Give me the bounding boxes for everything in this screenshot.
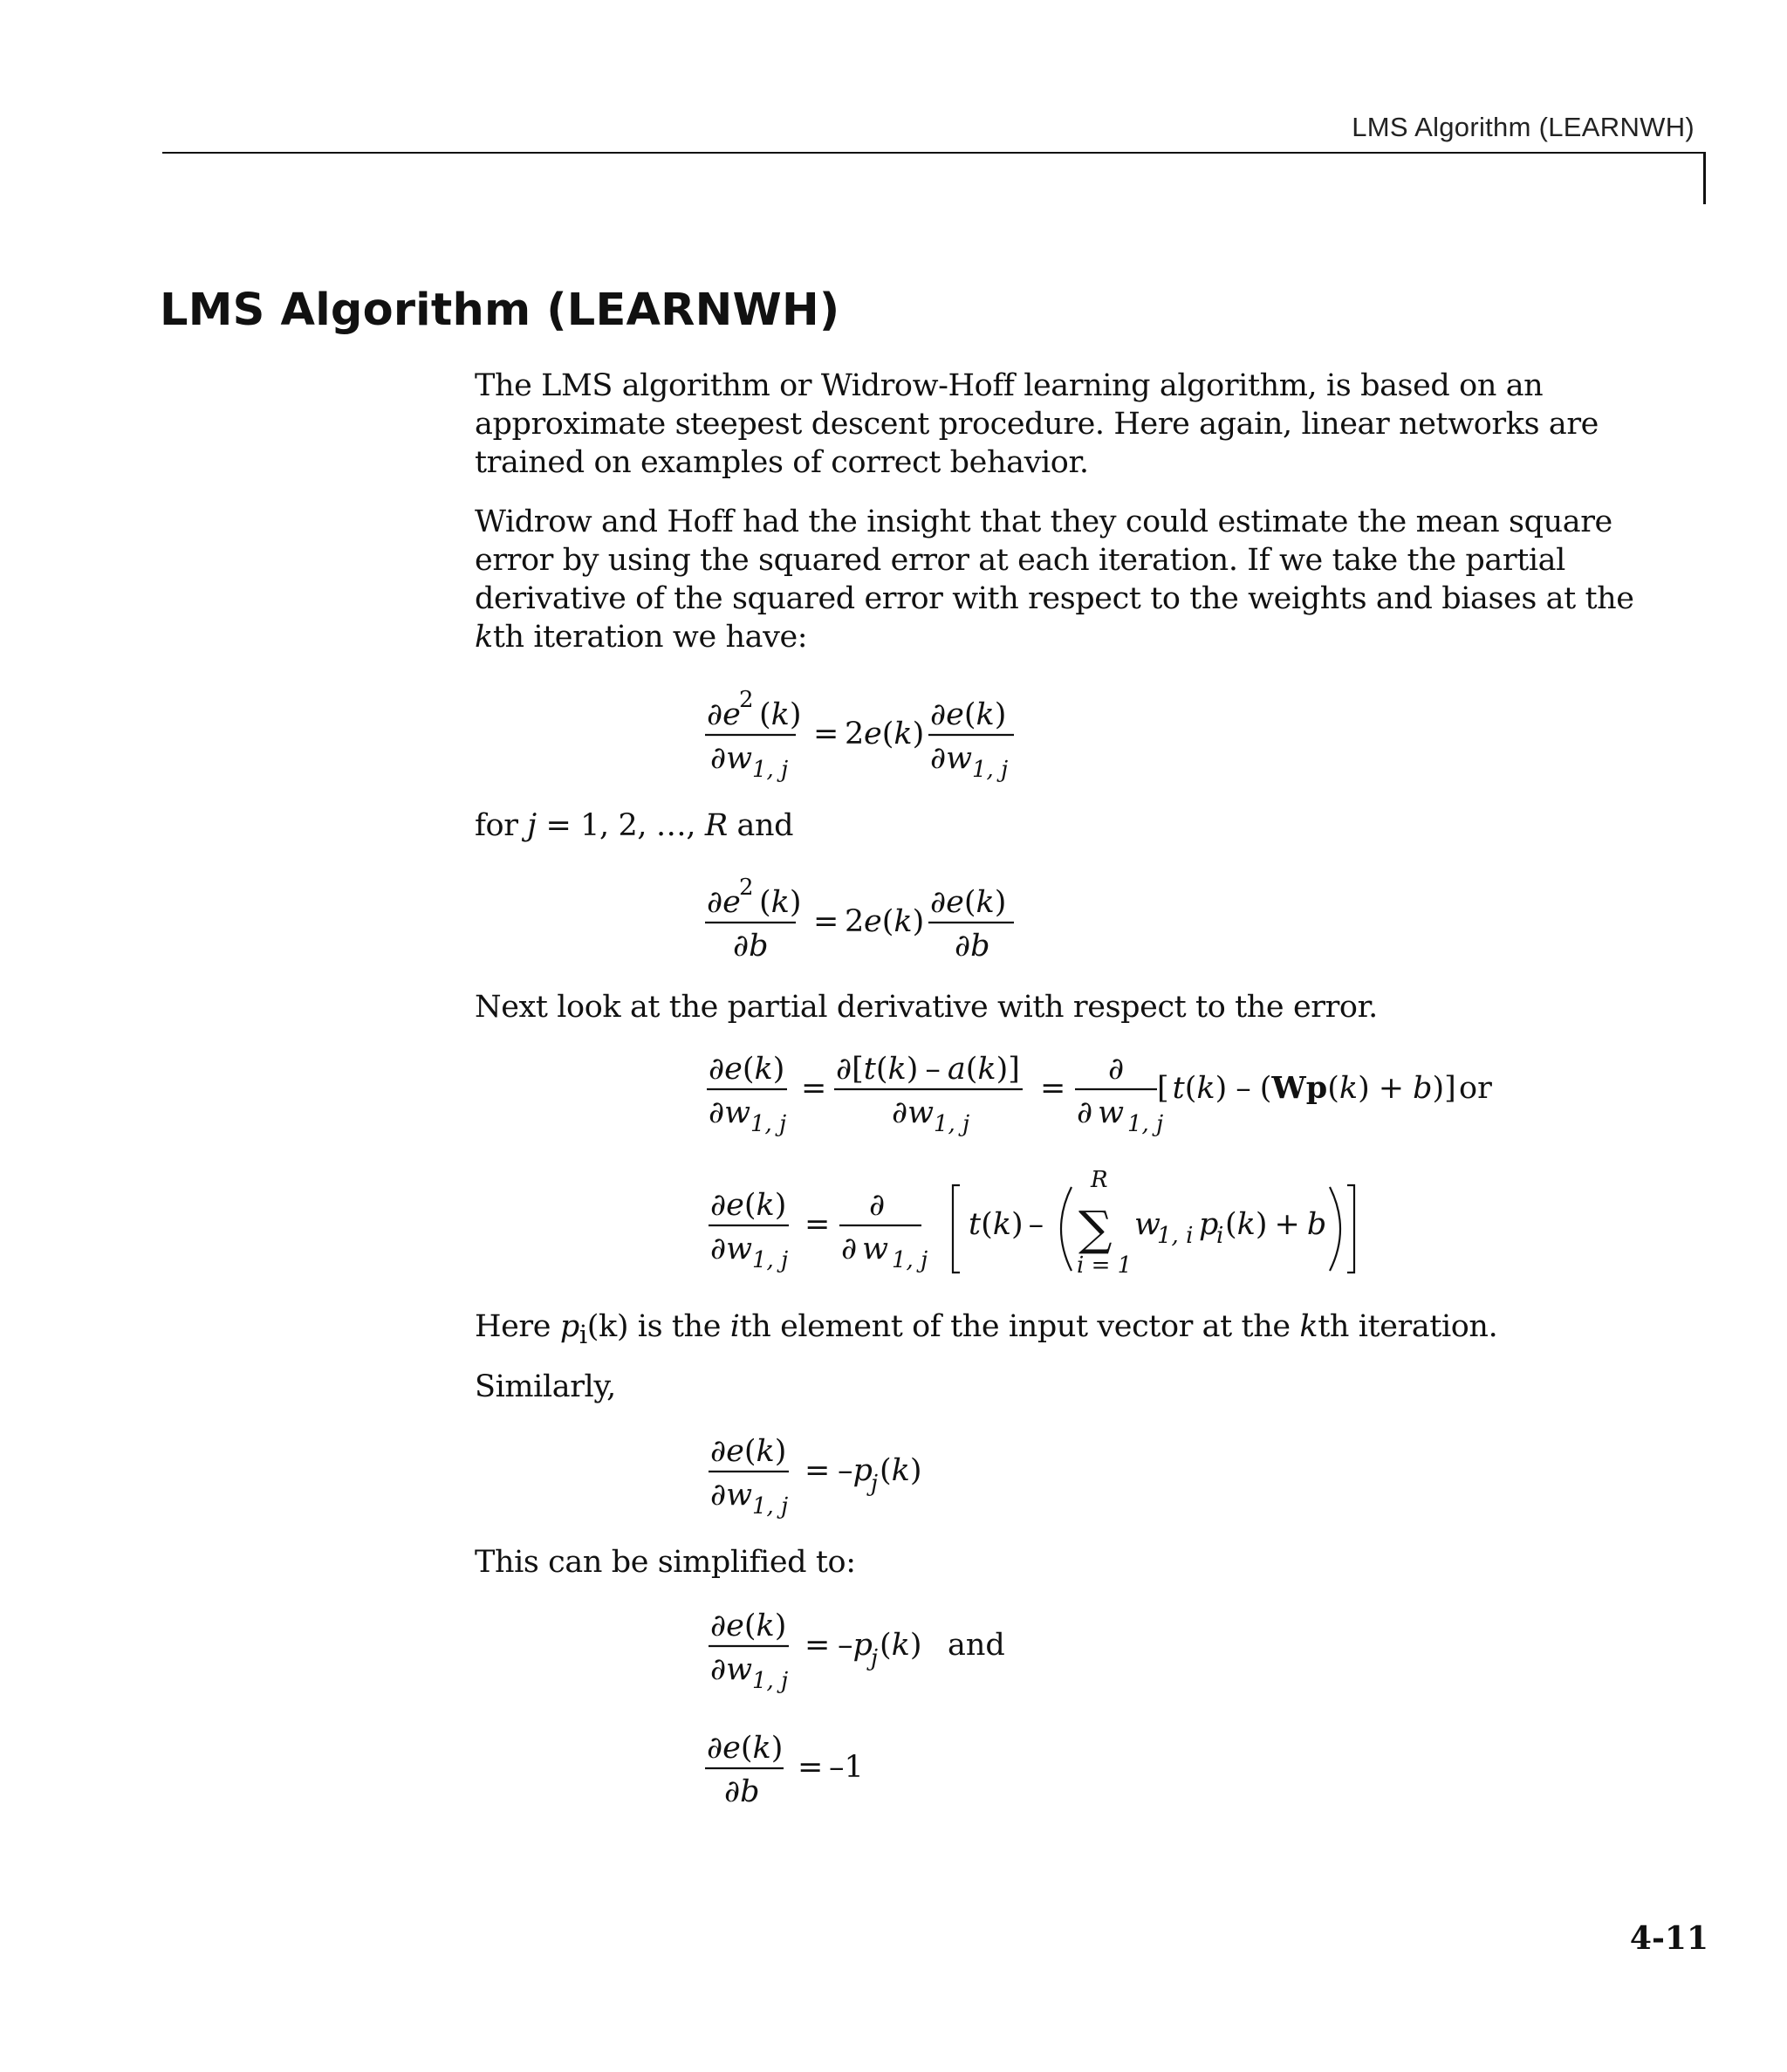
here-text-c: th element of the input vector at the (739, 1309, 1300, 1344)
svg-text:=: = (804, 1207, 831, 1242)
equation-de2-dw (698, 681, 1030, 786)
svg-text:–p: –p (838, 1453, 873, 1488)
svg-text:=: = (798, 1750, 824, 1785)
here-p: p (559, 1309, 579, 1344)
here-p-sub: i (579, 1320, 587, 1349)
svg-text:=: = (813, 717, 839, 751)
svg-text:∂w: ∂w (710, 1232, 753, 1266)
svg-text:∂: ∂ (1108, 1052, 1125, 1087)
svg-text:e(k): e(k) (864, 717, 925, 751)
svg-text:∂e(k): ∂e(k) (930, 697, 1007, 732)
svg-text:p: p (1199, 1207, 1219, 1242)
here-k: k (1299, 1309, 1318, 1344)
svg-text:∂w: ∂w (710, 1478, 753, 1513)
svg-text:∂w: ∂ w (841, 1232, 889, 1266)
svg-text:∂e: ∂e (707, 697, 741, 732)
running-header: LMS Algorithm (LEARNWH) (1352, 112, 1695, 142)
next-look-paragraph: Next look at the partial derivative with respect to the error. (475, 990, 1378, 1025)
svg-text:=: = (801, 1071, 827, 1106)
svg-text:–p: –p (838, 1628, 873, 1663)
svg-text:∂: ∂ (869, 1188, 886, 1223)
insight-k: k (475, 620, 493, 655)
equation-de-dw-neg-pj (698, 1421, 977, 1526)
svg-text:∂w: ∂w (710, 741, 753, 776)
svg-text:∂e(k): ∂e(k) (710, 1188, 787, 1223)
svg-text:=: = (813, 904, 839, 939)
svg-text:(k): (k) (759, 697, 802, 732)
svg-text:R: R (1091, 1167, 1108, 1193)
svg-text:1, j: 1, j (752, 1493, 789, 1520)
svg-text:∂[t(k)–a(k)]: ∂[t(k) – a(k)] (836, 1052, 1020, 1087)
svg-text:i: i (1216, 1223, 1224, 1249)
similarly-line: Similarly, (475, 1369, 616, 1404)
insight-text-b: th iteration we have: (492, 620, 808, 655)
equation-de-dw-summation (698, 1161, 1379, 1292)
for-j-var: j (527, 808, 537, 843)
svg-text:∑: ∑ (1078, 1201, 1113, 1256)
svg-text:(k): (k) (759, 885, 802, 920)
svg-text:∂w: ∂w (892, 1095, 935, 1130)
svg-text:and: and (948, 1628, 1005, 1663)
svg-text:∂w: ∂w (709, 1095, 751, 1130)
svg-text:2: 2 (739, 687, 754, 713)
svg-text:∂e(k): ∂e(k) (709, 1052, 785, 1087)
for-j-text-b: = 1, 2, …, (536, 808, 705, 843)
svg-text:∂w: ∂w (710, 1652, 753, 1687)
here-i: i (729, 1309, 740, 1344)
equation-de2-db (698, 868, 1030, 964)
svg-text:j: j (871, 1645, 879, 1671)
svg-text:∂e(k): ∂e(k) (707, 1731, 784, 1766)
svg-text:1, j: 1, j (752, 757, 789, 783)
svg-text:2: 2 (845, 904, 865, 939)
svg-text:∂w: ∂ w (1077, 1095, 1125, 1130)
simplified-line: This can be simplified to: (475, 1545, 856, 1580)
svg-text:∂e(k): ∂e(k) (930, 885, 1007, 920)
svg-text:i = 1: i = 1 (1077, 1252, 1133, 1279)
equation-simplified-db (698, 1718, 890, 1814)
svg-text:1, j: 1, j (750, 1111, 787, 1137)
svg-text:=: = (804, 1453, 831, 1488)
svg-text:1, i: 1, i (1157, 1223, 1194, 1249)
for-j-line (475, 806, 1635, 845)
svg-text:(k): (k) (880, 1453, 922, 1488)
svg-text:∂w: ∂w (930, 741, 973, 776)
svg-text:1, j: 1, j (1127, 1111, 1164, 1137)
svg-text:1, j: 1, j (752, 1247, 789, 1273)
svg-text:∂e: ∂e (707, 885, 741, 920)
svg-text:j: j (871, 1471, 879, 1497)
svg-text:∂b: ∂b (724, 1774, 760, 1809)
svg-text:∂e(k): ∂e(k) (710, 1434, 787, 1469)
here-text-b: (k) is the (586, 1309, 730, 1344)
svg-text:t(k)–: t(k) – (969, 1207, 1044, 1242)
insight-text-a: Widrow and Hoff had the insight that they could estimate the mean square error by using the squared error at each iteration. If we take the partial derivative of the squared error with respect to the weights and biases at the (475, 504, 1634, 616)
svg-text:[t(k)–(Wp(k)+b)]: [ t(k) – (Wp(k) + b)] (1157, 1070, 1456, 1106)
for-j-R: R (704, 808, 728, 843)
here-text-d: th iteration. (1318, 1309, 1498, 1344)
svg-text:1, j: 1, j (752, 1668, 789, 1694)
section-title: LMS Algorithm (LEARNWH) (160, 285, 840, 336)
header-rule-tick (1703, 152, 1706, 204)
svg-text:1, j: 1, j (934, 1111, 970, 1137)
svg-text:or: or (1459, 1071, 1492, 1106)
header-rule (162, 152, 1705, 154)
svg-text:=: = (804, 1628, 831, 1663)
svg-text:(k): (k) (880, 1628, 922, 1663)
svg-text:1, j: 1, j (892, 1247, 928, 1273)
here-pi-line (475, 1307, 1635, 1354)
svg-text:∂b: ∂b (733, 929, 769, 964)
intro-paragraph: The LMS algorithm or Widrow-Hoff learning algorithm, is based on an approximate steepest descent procedure. Here again, linear networks are trained on examples of correct behavior. (475, 368, 1599, 480)
for-j-text-c: and (727, 808, 794, 843)
svg-text:w: w (1134, 1207, 1161, 1242)
svg-text:2: 2 (739, 875, 754, 901)
svg-text:–1: –1 (829, 1750, 864, 1785)
for-j-text-a: for (475, 808, 528, 843)
svg-text:e(k): e(k) (864, 904, 925, 939)
here-text-a: Here (475, 1309, 560, 1344)
svg-text:2: 2 (845, 717, 865, 751)
svg-text:=: = (1040, 1071, 1066, 1106)
svg-text:(k)+b: (k) + b (1225, 1207, 1327, 1242)
equation-de-dw-expanded (698, 1039, 1553, 1143)
page-number: 4-11 (1629, 1920, 1708, 1957)
svg-text:∂e(k): ∂e(k) (710, 1609, 787, 1643)
equation-simplified-dw (698, 1595, 1065, 1700)
insight-paragraph (475, 503, 1635, 656)
svg-text:∂b: ∂b (955, 929, 990, 964)
svg-text:1, j: 1, j (972, 757, 1009, 783)
